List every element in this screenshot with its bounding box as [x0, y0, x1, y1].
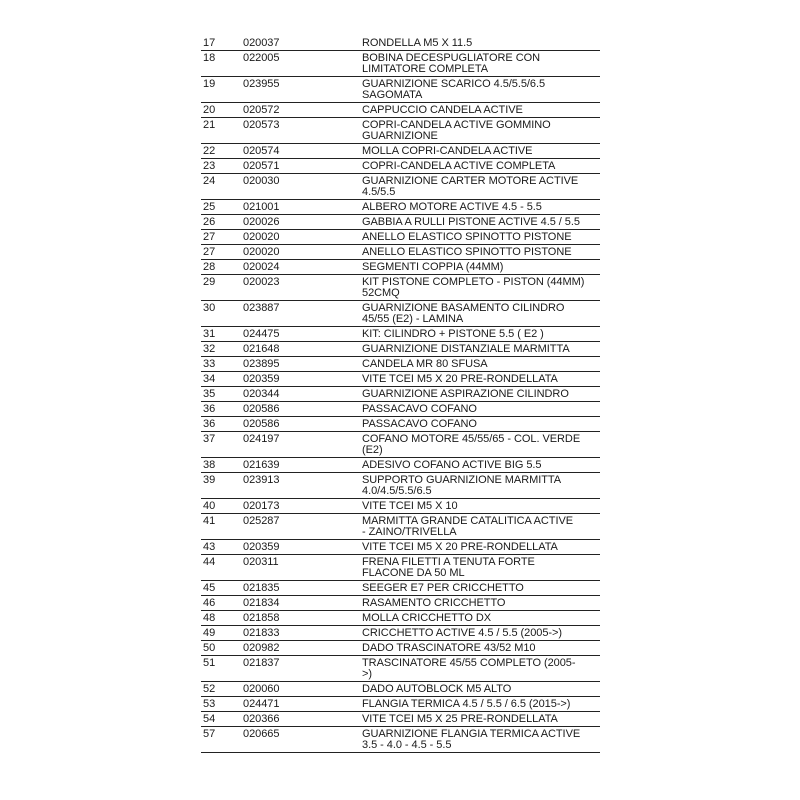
part-description: ALBERO MOTORE ACTIVE 4.5 - 5.5 — [362, 201, 542, 213]
part-code: 020023 — [243, 276, 280, 288]
item-number: 17 — [203, 37, 216, 49]
part-code: 021639 — [243, 459, 280, 471]
item-number: 26 — [203, 216, 216, 228]
table-row — [201, 432, 600, 458]
part-code: 023895 — [243, 358, 280, 370]
part-description: CANDELA MR 80 SFUSA — [362, 358, 488, 370]
item-number: 22 — [203, 145, 216, 157]
item-number: 49 — [203, 627, 216, 639]
table-row — [201, 275, 600, 301]
item-number: 51 — [203, 657, 216, 669]
table-row — [201, 77, 600, 103]
part-code: 020573 — [243, 119, 280, 131]
table-row — [201, 596, 600, 611]
part-description: GUARNIZIONE ASPIRAZIONE CILINDRO — [362, 388, 569, 400]
table-row — [201, 458, 600, 473]
table-row — [201, 697, 600, 712]
part-code: 020060 — [243, 683, 280, 695]
part-description: ADESIVO COFANO ACTIVE BIG 5.5 — [362, 459, 542, 471]
part-description: VITE TCEI M5 X 25 PRE-RONDELLATA — [362, 713, 558, 725]
table-row — [201, 641, 600, 656]
item-number: 50 — [203, 642, 216, 654]
table-row — [201, 417, 600, 432]
part-code: 020026 — [243, 216, 280, 228]
part-code: 023887 — [243, 302, 280, 314]
part-code: 021837 — [243, 657, 280, 669]
part-code: 021858 — [243, 612, 280, 624]
part-code: 022005 — [243, 52, 280, 64]
part-description: COPRI-CANDELA ACTIVE COMPLETA — [362, 160, 556, 172]
part-description: FRENA FILETTI A TENUTA FORTE FLACONE DA 50 ML — [362, 556, 535, 579]
item-number: 44 — [203, 556, 216, 568]
part-code: 023955 — [243, 78, 280, 90]
part-description: VITE TCEI M5 X 20 PRE-RONDELLATA — [362, 541, 558, 553]
part-description: GUARNIZIONE FLANGIA TERMICA ACTIVE 3.5 - 4.0 - 4.5 - 5.5 — [362, 728, 581, 751]
table-row — [201, 118, 600, 144]
part-code: 024471 — [243, 698, 280, 710]
part-code: 020366 — [243, 713, 280, 725]
part-description: SUPPORTO GUARNIZIONE MARMITTA 4.0/4.5/5.5/6.5 — [362, 474, 562, 497]
item-number: 45 — [203, 582, 216, 594]
table-row — [201, 712, 600, 727]
table-row — [201, 260, 600, 275]
item-number: 27 — [203, 246, 216, 258]
part-code: 021001 — [243, 201, 280, 213]
part-code: 021835 — [243, 582, 280, 594]
table-row — [201, 514, 600, 540]
part-description: MARMITTA GRANDE CATALITICA ACTIVE - ZAINO/TRIVELLA — [362, 515, 574, 538]
part-description: COFANO MOTORE 45/55/65 - COL. VERDE (E2) — [362, 433, 581, 456]
item-number: 29 — [203, 276, 216, 288]
item-number: 40 — [203, 500, 216, 512]
part-code: 020020 — [243, 231, 280, 243]
table-row — [201, 215, 600, 230]
item-number: 31 — [203, 328, 216, 340]
table-row — [201, 159, 600, 174]
item-number: 53 — [203, 698, 216, 710]
item-number: 24 — [203, 175, 216, 187]
part-description: VITE TCEI M5 X 20 PRE-RONDELLATA — [362, 373, 558, 385]
part-code: 021834 — [243, 597, 280, 609]
table-row — [201, 540, 600, 555]
part-description: GABBIA A RULLI PISTONE ACTIVE 4.5 / 5.5 — [362, 216, 580, 228]
item-number: 21 — [203, 119, 216, 131]
table-row — [201, 656, 600, 682]
item-number: 46 — [203, 597, 216, 609]
part-code: 020024 — [243, 261, 280, 273]
table-row — [201, 174, 600, 200]
part-description: CRICCHETTO ACTIVE 4.5 / 5.5 (2005->) — [362, 627, 563, 639]
table-row — [201, 402, 600, 417]
part-description: BOBINA DECESPUGLIATORE CON LIMITATORE COMPLETA — [362, 52, 541, 75]
item-number: 35 — [203, 388, 216, 400]
part-code: 020020 — [243, 246, 280, 258]
part-description: GUARNIZIONE CARTER MOTORE ACTIVE 4.5/5.5 — [362, 175, 579, 198]
part-description: MOLLA CRICCHETTO DX — [362, 612, 492, 624]
part-description: TRASCINATORE 45/55 COMPLETO (2005- >) — [362, 657, 576, 680]
table-row — [201, 387, 600, 402]
part-description: FLANGIA TERMICA 4.5 / 5.5 / 6.5 (2015->) — [362, 698, 571, 710]
item-number: 27 — [203, 231, 216, 243]
part-description: ANELLO ELASTICO SPINOTTO PISTONE — [362, 246, 572, 258]
part-description: PASSACAVO COFANO — [362, 403, 477, 415]
table-row — [201, 372, 600, 387]
table-row — [201, 103, 600, 118]
part-code: 020586 — [243, 403, 280, 415]
item-number: 41 — [203, 515, 216, 527]
item-number: 34 — [203, 373, 216, 385]
part-description: RASAMENTO CRICCHETTO — [362, 597, 506, 609]
item-number: 57 — [203, 728, 216, 740]
item-number: 43 — [203, 541, 216, 553]
part-description: MOLLA COPRI-CANDELA ACTIVE — [362, 145, 533, 157]
part-code: 020665 — [243, 728, 280, 740]
table-row — [201, 581, 600, 596]
part-description: CAPPUCCIO CANDELA ACTIVE — [362, 104, 523, 116]
part-code: 020173 — [243, 500, 280, 512]
item-number: 23 — [203, 160, 216, 172]
item-number: 36 — [203, 418, 216, 430]
item-number: 48 — [203, 612, 216, 624]
table-row — [201, 499, 600, 514]
item-number: 28 — [203, 261, 216, 273]
part-code: 020571 — [243, 160, 280, 172]
table-row — [201, 301, 600, 327]
part-code: 020030 — [243, 175, 280, 187]
part-code: 024475 — [243, 328, 280, 340]
part-code: 020359 — [243, 541, 280, 553]
part-description: PASSACAVO COFANO — [362, 418, 477, 430]
item-number: 20 — [203, 104, 216, 116]
part-description: SEGMENTI COPPIA (44MM) — [362, 261, 504, 273]
part-code: 020311 — [243, 556, 279, 568]
part-code: 020344 — [243, 388, 280, 400]
part-code: 021648 — [243, 343, 280, 355]
part-description: RONDELLA M5 X 11.5 — [362, 37, 473, 49]
part-description: DADO TRASCINATORE 43/52 M10 — [362, 642, 536, 654]
part-description: VITE TCEI M5 X 10 — [362, 500, 458, 512]
table-row — [201, 626, 600, 641]
item-number: 39 — [203, 474, 216, 486]
part-code: 020572 — [243, 104, 280, 116]
part-code: 020359 — [243, 373, 280, 385]
item-number: 18 — [203, 52, 216, 64]
part-description: KIT: CILINDRO + PISTONE 5.5 ( E2 ) — [362, 328, 544, 340]
table-row — [201, 51, 600, 77]
item-number: 36 — [203, 403, 216, 415]
part-code: 021833 — [243, 627, 280, 639]
part-description: GUARNIZIONE DISTANZIALE MARMITTA — [362, 343, 570, 355]
part-description: DADO AUTOBLOCK M5 ALTO — [362, 683, 512, 695]
item-number: 30 — [203, 302, 216, 314]
table-row — [201, 357, 600, 372]
item-number: 32 — [203, 343, 216, 355]
part-description: GUARNIZIONE BASAMENTO CILINDRO 45/55 (E2) - LAMINA — [362, 302, 565, 325]
item-number: 52 — [203, 683, 216, 695]
table-row — [201, 200, 600, 215]
table-row — [201, 36, 600, 51]
table-row — [201, 611, 600, 626]
part-code: 020982 — [243, 642, 280, 654]
table-row — [201, 342, 600, 357]
part-code: 023913 — [243, 474, 280, 486]
part-description: COPRI-CANDELA ACTIVE GOMMINO GUARNIZIONE — [362, 119, 551, 142]
item-number: 19 — [203, 78, 216, 90]
part-description: SEEGER E7 PER CRICCHETTO — [362, 582, 524, 594]
part-description: KIT PISTONE COMPLETO - PISTON (44MM) 52CMQ — [362, 276, 585, 299]
table-row — [201, 555, 600, 581]
table-row — [201, 245, 600, 260]
parts-table — [201, 36, 600, 753]
table-row — [201, 727, 600, 753]
item-number: 54 — [203, 713, 216, 725]
part-code: 020037 — [243, 37, 280, 49]
part-description: GUARNIZIONE SCARICO 4.5/5.5/6.5 SAGOMATA — [362, 78, 546, 101]
part-code: 020574 — [243, 145, 280, 157]
part-code: 024197 — [243, 433, 280, 445]
part-code: 020586 — [243, 418, 280, 430]
part-description: ANELLO ELASTICO SPINOTTO PISTONE — [362, 231, 572, 243]
table-row — [201, 144, 600, 159]
item-number: 25 — [203, 201, 216, 213]
item-number: 38 — [203, 459, 216, 471]
table-row — [201, 230, 600, 245]
table-row — [201, 473, 600, 499]
table-row — [201, 682, 600, 697]
part-code: 025287 — [243, 515, 280, 527]
item-number: 33 — [203, 358, 216, 370]
table-row — [201, 327, 600, 342]
item-number: 37 — [203, 433, 216, 445]
